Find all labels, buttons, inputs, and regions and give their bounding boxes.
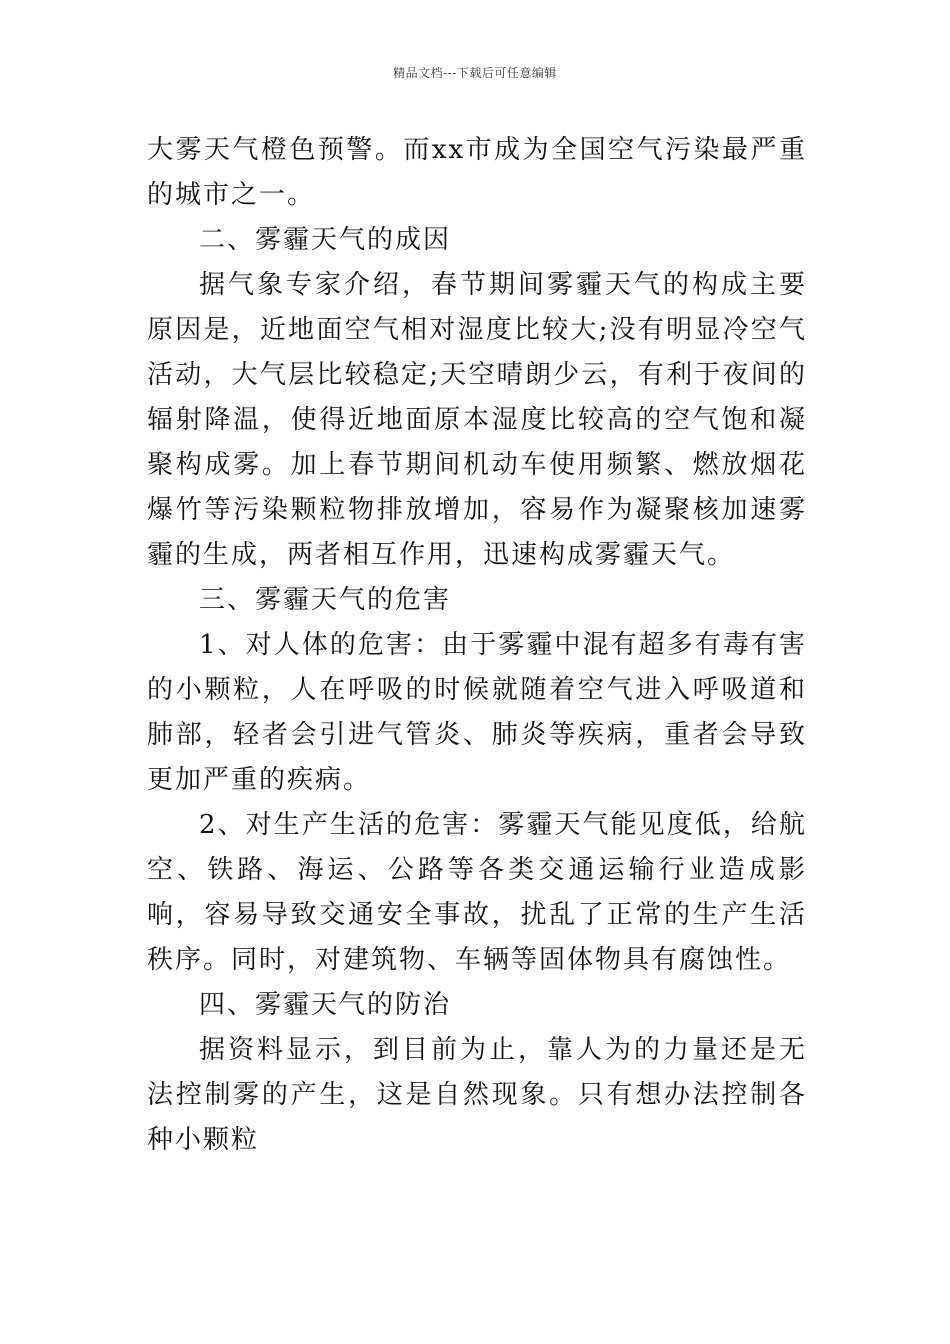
section-heading-harms: 三、雾霾天气的危害 [199,585,452,615]
paragraph-continuation: 大雾天气橙色预警。而xx市成为全国空气污染最严重的城市之一。 [147,135,807,210]
paragraph-harm-life: 2、对生产生活的危害：雾霾天气能见度低，给航空、铁路、海运、公路等各类交通运输行业造成影响，容易导致交通安全事故，扰乱了正常的生产生活秩序。同时，对建筑物、车辆等固体物具有腐蚀性。 [147,810,807,975]
page-header: 精品文档---下载后可任意编辑 [393,66,557,80]
paragraph-prevention: 据资料显示，到目前为止，靠人为的力量还是无法控制雾的产生，这是自然现象。只有想办法控制各种小颗粒 [147,1035,807,1155]
section-heading-prevention: 四、雾霾天气的防治 [199,990,452,1020]
section-heading-causes: 二、雾霾天气的成因 [199,225,452,255]
document-body [147,128,807,1163]
paragraph-causes: 据气象专家介绍，春节期间雾霾天气的构成主要原因是，近地面空气相对湿度比较大;没有明显冷空气活动，大气层比较稳定;天空晴朗少云，有利于夜间的辐射降温，使得近地面原本湿度比较高的空气饱和凝聚构成雾。加上春节期间机动车使用频繁、燃放烟花爆竹等污染颗粒物排放增加，容易作为凝聚核加速雾霾的生成，两者相互作用，迅速构成雾霾天气。 [147,270,807,570]
paragraph-harm-health: 1、对人体的危害：由于雾霾中混有超多有毒有害的小颗粒，人在呼吸的时候就随着空气进入呼吸道和肺部，轻者会引进气管炎、肺炎等疾病，重者会导致更加严重的疾病。 [147,630,807,795]
